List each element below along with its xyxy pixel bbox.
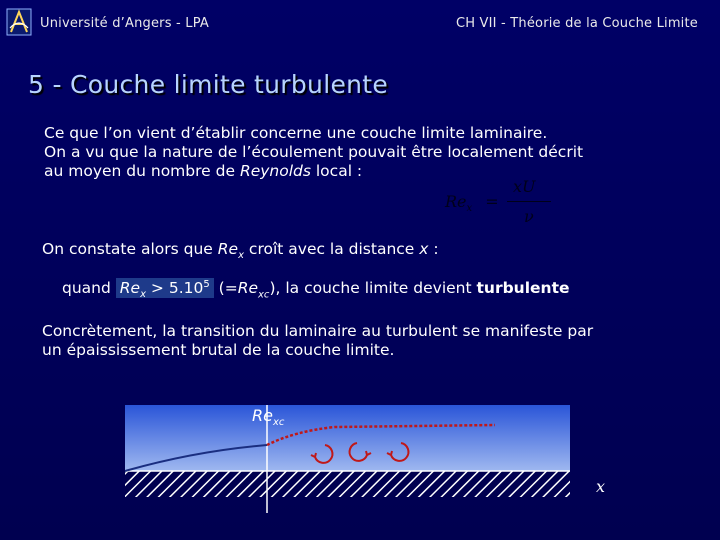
paragraph-intro [44, 124, 694, 181]
reynolds-word: Reynolds [239, 162, 311, 180]
x-axis-label: x [596, 477, 606, 496]
turbulente-bold: turbulente [476, 279, 570, 298]
intro-line-1: Ce que l’on vient d’établir concerne une couche limite laminaire. [44, 124, 548, 142]
wall-hatch [125, 471, 570, 497]
university-logo [6, 8, 32, 36]
paragraph-observation: On constate alors que $Re_x$ croît avec la distance x : [42, 240, 439, 262]
flow-region [125, 405, 570, 471]
conclusion-line-1: Concrètement, la transition du laminaire au turbulent se manifeste par [42, 322, 594, 340]
paragraph-conclusion [42, 322, 702, 360]
fraction-bar [507, 201, 551, 202]
boundary-layer-diagram [125, 405, 570, 515]
intro-line-3: au moyen du nombre de Reynolds local : [44, 162, 363, 180]
intro-line-2: On a vu que la nature de l’écoulement pouvait être localement décrit [44, 143, 584, 161]
conclusion-line-2: un épaississement brutal de la couche limite. [42, 341, 395, 359]
condition-highlight: $Re_x > 5.10^5$ [116, 278, 214, 298]
header-chapter: CH VII - Théorie de la Couche Limite [455, 16, 698, 31]
formula-numerator: xU [513, 177, 536, 196]
formula-denominator: ν [524, 207, 534, 226]
paragraph-condition: quand $Re_x > 5.10^5$ $(=Re_{xc})$, la couche limite devient turbulente [62, 279, 570, 301]
rexc-label: $Re_{xc}$ [252, 406, 285, 429]
header-institution: Université d’Angers - LPA [40, 16, 209, 31]
slide-title: 5 - Couche limite turbulente [28, 70, 389, 99]
formula-lhs: $Re_x$ = [445, 192, 499, 215]
